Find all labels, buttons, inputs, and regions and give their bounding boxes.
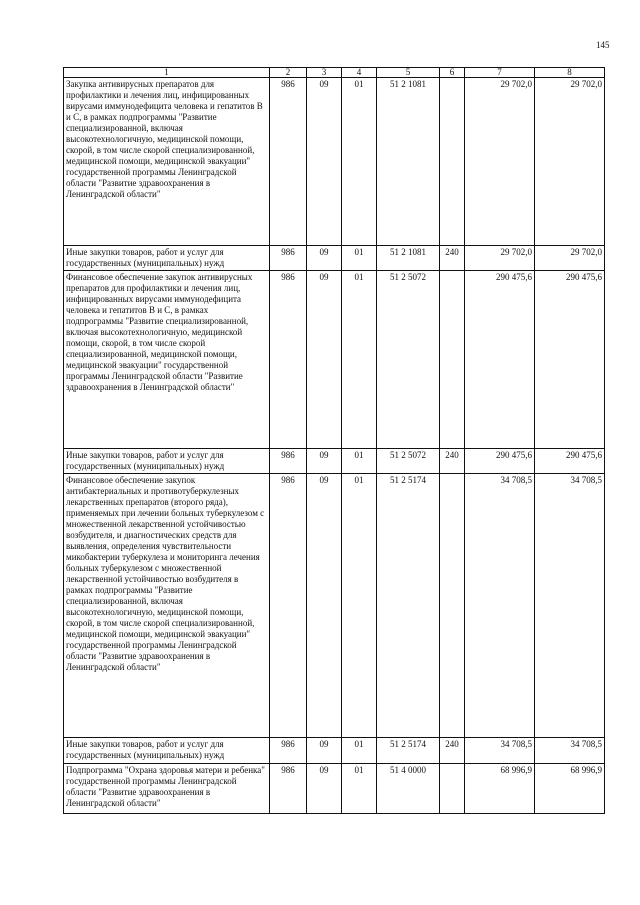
column-header: 4 (342, 68, 377, 78)
cell-section: 09 (307, 449, 342, 474)
cell-amount: 290 475,6 (535, 271, 605, 449)
table-row (64, 78, 605, 246)
cell-amount: 34 708,5 (535, 474, 605, 738)
cell-section: 09 (307, 738, 342, 764)
cell-expense-type: 240 (440, 246, 465, 271)
column-header: 6 (440, 68, 465, 78)
table-row (64, 449, 605, 474)
cell-expense-type (440, 78, 465, 246)
cell-ministry-code: 986 (270, 738, 307, 764)
column-header: 1 (64, 68, 270, 78)
cell-ministry-code: 986 (270, 271, 307, 449)
cell-amount: 68 996,9 (535, 764, 605, 814)
row-description: Подпрограмма "Охрана здоровья матери и ребенка" государственной программы Ленинградской области "Развитие здравоохранения в Ленинградской области" (64, 764, 270, 814)
cell-ministry-code: 986 (270, 764, 307, 814)
cell-expense-type (440, 271, 465, 449)
cell-section: 09 (307, 246, 342, 271)
cell-expense-type: 240 (440, 738, 465, 764)
cell-target-article: 51 2 1081 (377, 78, 440, 246)
cell-amount: 34 708,5 (465, 738, 535, 764)
cell-target-article: 51 2 5174 (377, 474, 440, 738)
table-row (64, 738, 605, 764)
cell-amount: 29 702,0 (465, 246, 535, 271)
budget-table (63, 67, 605, 814)
cell-subsection: 01 (342, 474, 377, 738)
row-description: Иные закупки товаров, работ и услуг для государственных (муниципальных) нужд (64, 246, 270, 271)
row-description: Иные закупки товаров, работ и услуг для государственных (муниципальных) нужд (64, 449, 270, 474)
cell-section: 09 (307, 474, 342, 738)
cell-target-article: 51 2 5072 (377, 449, 440, 474)
header-row (64, 68, 605, 78)
cell-amount: 34 708,5 (465, 474, 535, 738)
table-row (64, 474, 605, 738)
cell-amount: 290 475,6 (465, 271, 535, 449)
row-description: Финансовое обеспечение закупок антивирусных препаратов для профилактики и лечения лиц, инфицированных вирусами иммунодефицита человека и гепатитов В и С, в рамках подпрограммы "Развитие специализированной, включая высокотехнологичную, медицинской помощи, скорой, в том числе скорой специализированной, медицинской помощи, медицинской эвакуации" государственной программы Ленинградской области "Развитие здравоохранения в Ленинградской области" (64, 271, 270, 449)
cell-target-article: 51 2 5072 (377, 271, 440, 449)
cell-subsection: 01 (342, 246, 377, 271)
cell-amount: 29 702,0 (535, 78, 605, 246)
cell-target-article: 51 2 1081 (377, 246, 440, 271)
cell-section: 09 (307, 78, 342, 246)
cell-amount: 68 996,9 (465, 764, 535, 814)
column-header: 7 (465, 68, 535, 78)
cell-subsection: 01 (342, 78, 377, 246)
table-row (64, 271, 605, 449)
cell-ministry-code: 986 (270, 246, 307, 271)
cell-expense-type (440, 764, 465, 814)
cell-subsection: 01 (342, 271, 377, 449)
cell-amount: 290 475,6 (535, 449, 605, 474)
cell-section: 09 (307, 764, 342, 814)
cell-ministry-code: 986 (270, 474, 307, 738)
column-header: 8 (535, 68, 605, 78)
cell-expense-type (440, 474, 465, 738)
cell-subsection: 01 (342, 764, 377, 814)
cell-subsection: 01 (342, 449, 377, 474)
cell-ministry-code: 986 (270, 78, 307, 246)
cell-amount: 29 702,0 (465, 78, 535, 246)
page-number: 145 (596, 40, 610, 50)
row-description: Финансовое обеспечение закупок антибактериальных и противотуберкулезных лекарственных препаратов (второго ряда), применяемых при лечении больных туберкулезом с множественной лекарственной устойчивостью возбудителя, и диагностических средств для выявления, определения чувствительности микобактерии туберкулеза и мониторинга лечения больных туберкулезом с множественной лекарственной устойчивостью возбудителя в рамках подпрограммы "Развитие специализированной, включая высокотехнологичную, медицинской помощи, скорой, в том числе скорой специализированной, медицинской помощи, медицинской эвакуации" государственной программы Ленинградской области "Развитие здравоохранения в Ленинградской области" (64, 474, 270, 738)
cell-section: 09 (307, 271, 342, 449)
table-row (64, 764, 605, 814)
cell-expense-type: 240 (440, 449, 465, 474)
row-description: Закупка антивирусных препаратов для профилактики и лечения лиц, инфицированных вирусами иммунодефицита человека и гепатитов В и С, в рамках подпрограммы "Развитие специализированной, включая высокотехнологичную, медицинской помощи, скорой, в том числе скорой специализированной, медицинской помощи, медицинской эвакуации" государственной программы Ленинградской области "Развитие здравоохранения в Ленинградской области" (64, 78, 270, 246)
cell-target-article: 51 2 5174 (377, 738, 440, 764)
cell-amount: 29 702,0 (535, 246, 605, 271)
column-header: 5 (377, 68, 440, 78)
cell-ministry-code: 986 (270, 449, 307, 474)
cell-amount: 34 708,5 (535, 738, 605, 764)
row-description: Иные закупки товаров, работ и услуг для государственных (муниципальных) нужд (64, 738, 270, 764)
column-header: 2 (270, 68, 307, 78)
cell-subsection: 01 (342, 738, 377, 764)
cell-amount: 290 475,6 (465, 449, 535, 474)
cell-target-article: 51 4 0000 (377, 764, 440, 814)
column-header: 3 (307, 68, 342, 78)
table-row (64, 246, 605, 271)
